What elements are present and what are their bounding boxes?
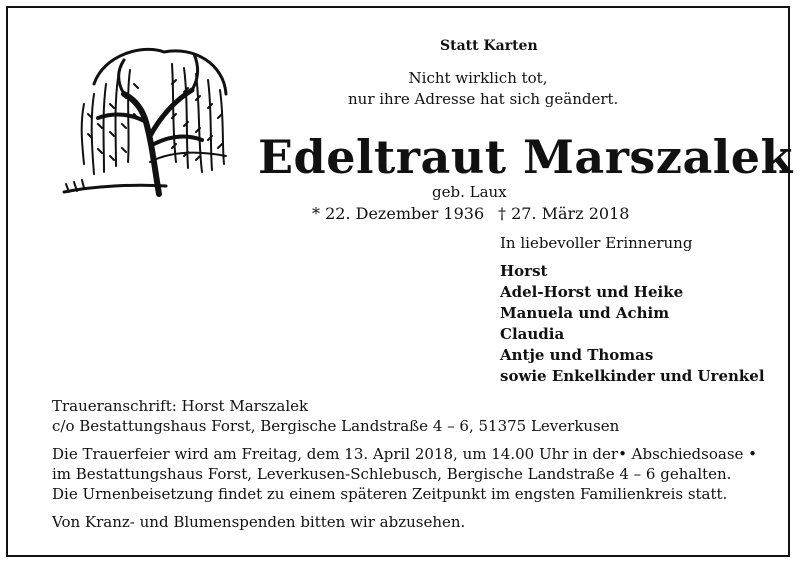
ceremony-line-3: Die Urnenbeisetzung findet zu einem späteren Zeitpunkt im engsten Familienkreis statt. bbox=[52, 485, 728, 503]
address-line-1: Traueranschrift: Horst Marszalek bbox=[52, 397, 309, 415]
donation-note: Von Kranz- und Blumenspenden bitten wir abzusehen. bbox=[52, 513, 466, 531]
quote-line-2: nur ihre Adresse hat sich geändert. bbox=[348, 90, 619, 108]
mourners-list bbox=[500, 261, 765, 387]
mourner-item: Manuela und Achim bbox=[500, 304, 670, 322]
quote-line-1: Nicht wirklich tot, bbox=[408, 69, 548, 87]
mourner-item: Antje und Thomas bbox=[500, 346, 654, 364]
address-block bbox=[52, 396, 619, 436]
mourner-item: sowie Enkelkinder und Urenkel bbox=[500, 367, 765, 385]
ceremony-line-1: Die Trauerfeier wird am Freitag, dem 13. April 2018, um 14.00 Uhr in der bbox=[52, 445, 619, 463]
ceremony-venue: • Abschiedsoase • bbox=[618, 445, 758, 463]
statt-karten-label: Statt Karten bbox=[440, 38, 538, 54]
maiden-name: geb. Laux bbox=[432, 183, 507, 201]
weeping-willow-icon bbox=[54, 44, 234, 204]
ceremony-line-1-row bbox=[52, 444, 758, 464]
birth-date: * 22. Dezember 1936 bbox=[312, 204, 485, 223]
mourner-item: Claudia bbox=[500, 325, 565, 343]
memory-intro: In liebevoller Erinnerung bbox=[500, 234, 693, 252]
memorial-quote bbox=[348, 68, 619, 110]
deceased-name: Edeltraut Marszalek bbox=[258, 130, 793, 184]
mourner-item: Horst bbox=[500, 262, 548, 280]
address-line-2: c/o Bestattungshaus Forst, Bergische Landstraße 4 – 6, 51375 Leverkusen bbox=[52, 417, 620, 435]
death-date: † 27. März 2018 bbox=[498, 204, 630, 223]
mourner-item: Adel-Horst und Heike bbox=[500, 283, 684, 301]
obituary-notice bbox=[6, 6, 793, 557]
ceremony-line-2: im Bestattungshaus Forst, Leverkusen-Schlebusch, Bergische Landstraße 4 – 6 gehalten. bbox=[52, 465, 732, 483]
ceremony-block bbox=[52, 444, 758, 504]
